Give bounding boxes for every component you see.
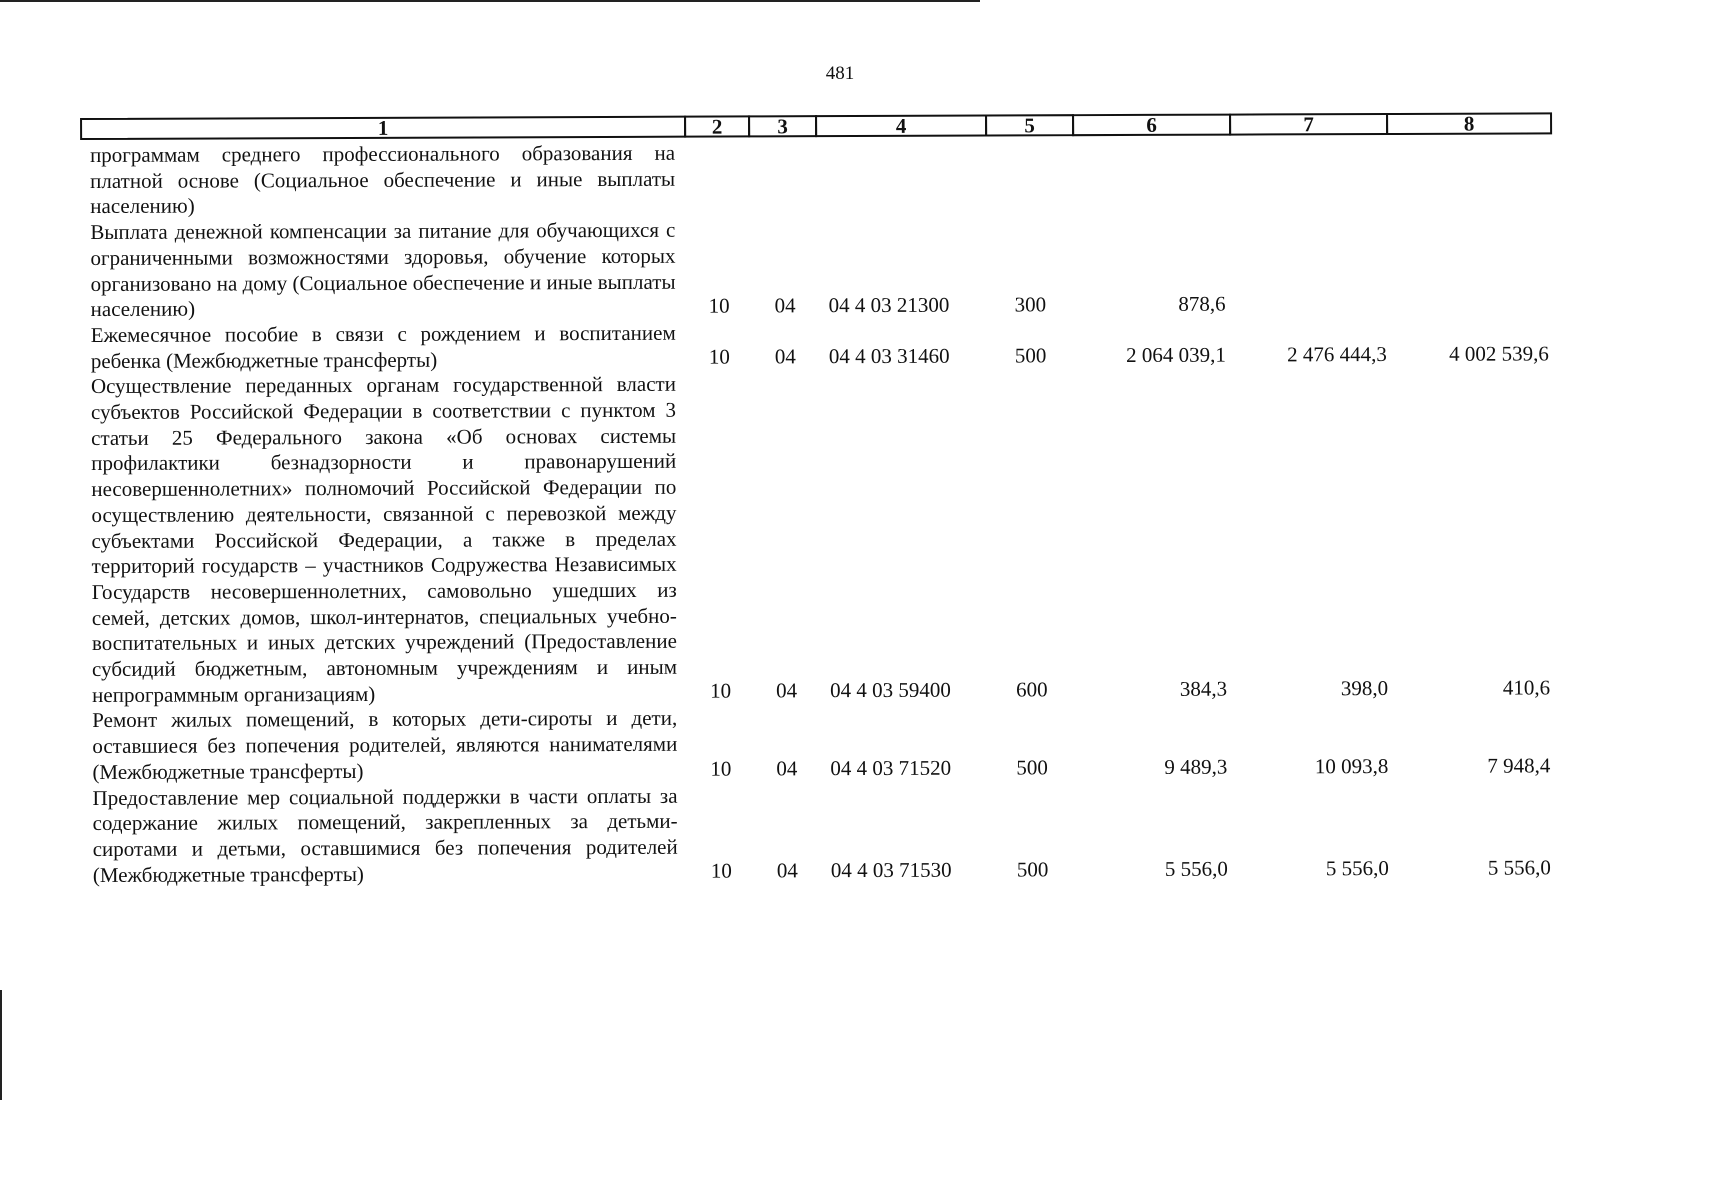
column-header-2: 2 bbox=[684, 115, 750, 137]
cell-expense-type: 300 bbox=[1014, 292, 1047, 317]
row-description: Выплата денежной компенсации за питание для обучающихся с ограниченными возможностями здоровья, обучение которых организовано на дому (Социальное обеспечение и иные выплаты населению) bbox=[90, 217, 676, 322]
column-header-8: 8 bbox=[1386, 112, 1552, 135]
row-description: программам среднего профессионального образования на платной основе (Социальное обеспечение и иные выплаты населению) bbox=[90, 140, 676, 219]
table-row bbox=[90, 214, 1560, 322]
table-row bbox=[92, 703, 1562, 786]
table-row bbox=[91, 317, 1561, 374]
cell-section: 10 bbox=[710, 679, 732, 704]
table-body bbox=[90, 137, 1563, 888]
cell-subsection: 04 bbox=[776, 755, 798, 780]
cell-subsection: 04 bbox=[774, 344, 796, 369]
table-row bbox=[90, 137, 1560, 220]
cell-amount-col6: 2 064 039,1 bbox=[1126, 342, 1226, 368]
table-row bbox=[91, 369, 1562, 709]
cell-amount-col7: 10 093,8 bbox=[1314, 753, 1389, 778]
cell-section: 10 bbox=[708, 293, 730, 318]
row-description: Ежемесячное пособие в связи с рождением и воспитанием ребенка (Межбюджетные трансферты) bbox=[90, 320, 676, 373]
cell-expense-type: 600 bbox=[1016, 677, 1048, 702]
cell-amount-col6: 384,3 bbox=[1179, 677, 1228, 702]
column-header-6: 6 bbox=[1072, 114, 1231, 137]
cell-section: 10 bbox=[710, 756, 732, 781]
cell-amount-col8: 5 556,0 bbox=[1487, 855, 1551, 881]
cell-expense-type: 500 bbox=[1016, 857, 1049, 882]
row-description: Осуществление переданных органам государственной власти субъектов Российской Федерации в соответствии с пунктом 3 статьи 25 Федерального закона «Об основах системы профилактики безнадзорности и правонарушений несовершеннолетних» полномочий Российской Федерации по осуществлению деятельности, связанной с перевозкой между субъектами Российской Федерации, а также в пределах территорий государств – участников Содружества Независимых Государств несовершеннолетних, самовольно ушедших из семей, детских домов, школ-интернатов, специальных учебно-воспитательных и иных детских учреждений (Предоставление субсидий бюджетным, автономным учреждениям и иным непрограммным организациям) bbox=[90, 372, 678, 707]
cell-target-code: 04 4 03 31460 bbox=[828, 344, 950, 369]
scan-edge-left bbox=[0, 990, 2, 1100]
cell-subsection: 04 bbox=[776, 858, 798, 883]
cell-amount-col6: 9 489,3 bbox=[1164, 754, 1228, 779]
table-header-row bbox=[80, 102, 1552, 142]
cell-subsection: 04 bbox=[774, 293, 796, 318]
cell-section: 10 bbox=[710, 858, 732, 884]
cell-amount-col6: 878,6 bbox=[1178, 291, 1226, 316]
cell-expense-type: 500 bbox=[1014, 343, 1047, 368]
cell-target-code: 04 4 03 59400 bbox=[830, 678, 951, 703]
cell-target-code: 04 4 03 71530 bbox=[830, 858, 952, 883]
cell-amount-col6: 5 556,0 bbox=[1164, 857, 1228, 882]
cell-subsection: 04 bbox=[776, 678, 798, 703]
cell-amount-col7: 398,0 bbox=[1340, 676, 1389, 701]
cell-amount-col8: 410,6 bbox=[1502, 675, 1551, 701]
page-number: 481 bbox=[825, 63, 855, 84]
cell-target-code: 04 4 03 71520 bbox=[830, 755, 952, 780]
cell-target-code: 04 4 03 21300 bbox=[828, 292, 950, 318]
cell-section: 10 bbox=[708, 344, 730, 369]
cell-amount-col8: 7 948,4 bbox=[1487, 752, 1551, 778]
column-header-5: 5 bbox=[985, 114, 1074, 136]
cell-amount-col8: 4 002 539,6 bbox=[1449, 341, 1549, 367]
column-header-1: 1 bbox=[80, 116, 686, 140]
column-header-3: 3 bbox=[748, 115, 817, 137]
table-row bbox=[92, 780, 1562, 888]
row-description: Предоставление мер социальной поддержки в части оплаты за содержание жилых помещений, закрепленных за детьми-сиротами и детьми, оставшимися без попечения родителей (Межбюджетные трансферты) bbox=[92, 783, 678, 887]
column-header-7: 7 bbox=[1229, 113, 1388, 136]
column-header-4: 4 bbox=[815, 115, 987, 138]
cell-amount-col7: 2 476 444,3 bbox=[1287, 342, 1387, 367]
cell-amount-col7: 5 556,0 bbox=[1325, 856, 1389, 881]
cell-expense-type: 500 bbox=[1016, 754, 1048, 780]
row-description: Ремонт жилых помещений, в которых дети-сироты и дети, оставшиеся без попечения родителей, являются нанимателями (Межбюджетные трансферты) bbox=[92, 706, 678, 784]
scan-edge-top bbox=[0, 0, 980, 2]
